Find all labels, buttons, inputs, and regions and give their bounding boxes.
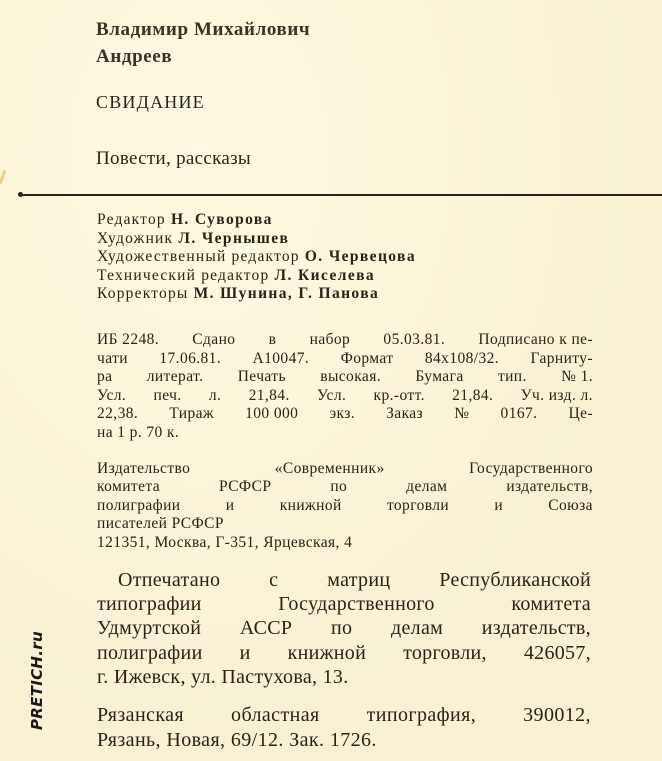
word: кр.-отт. bbox=[373, 386, 425, 404]
word: А10047. bbox=[252, 349, 310, 367]
word: литерат. bbox=[146, 368, 204, 386]
word: по bbox=[331, 617, 353, 640]
credit-role: Корректоры bbox=[97, 285, 189, 303]
word: «Современник» bbox=[274, 460, 385, 477]
publisher-block bbox=[97, 460, 593, 552]
horizontal-rule bbox=[20, 194, 662, 196]
word: Заказ bbox=[386, 405, 424, 423]
word: делам bbox=[406, 478, 448, 496]
word: Уч. изд. л. bbox=[520, 386, 593, 404]
word: 22,38. bbox=[97, 405, 139, 423]
word: 0167. bbox=[500, 405, 538, 423]
word: торговли bbox=[386, 496, 450, 514]
credit-line bbox=[97, 267, 416, 286]
word: АССР bbox=[239, 617, 293, 640]
credit-role: Редактор bbox=[97, 211, 166, 228]
text-line bbox=[97, 368, 593, 387]
book-title: СВИДАНИЕ bbox=[96, 92, 205, 112]
text-line bbox=[97, 460, 593, 478]
word: областная bbox=[231, 704, 320, 726]
author-first-name: Владимир Михайлович bbox=[96, 19, 311, 40]
word: Тираж bbox=[169, 405, 214, 423]
text-line bbox=[97, 515, 593, 533]
word: 21,84. bbox=[452, 386, 494, 404]
word: печ. bbox=[153, 386, 182, 404]
credit-line bbox=[97, 285, 416, 304]
word: Рязанская bbox=[97, 704, 185, 726]
word: № 1. bbox=[561, 368, 593, 386]
credit-line bbox=[97, 230, 416, 249]
credit-name: Н. Суворова bbox=[170, 211, 273, 228]
credit-name: О. Червецова bbox=[304, 248, 416, 266]
word: писателей РСФСР bbox=[97, 515, 224, 533]
word: Союза bbox=[548, 496, 593, 514]
word: Государственного bbox=[278, 593, 435, 616]
word: торговли, bbox=[403, 641, 487, 664]
word: Усл. bbox=[317, 386, 347, 404]
text-line bbox=[97, 703, 591, 728]
text-line bbox=[97, 478, 593, 496]
credits-block bbox=[97, 211, 416, 304]
word: и bbox=[239, 641, 251, 664]
word: чати bbox=[97, 349, 128, 367]
book-genre: Повести, рассказы bbox=[96, 148, 251, 169]
word: издательств, bbox=[506, 478, 593, 496]
word: 05.03.81. bbox=[383, 331, 446, 348]
printer-block bbox=[97, 568, 591, 689]
text-line bbox=[97, 350, 593, 369]
word: по bbox=[330, 478, 348, 496]
word: типография, bbox=[366, 704, 477, 726]
credit-name: М. Шунина, Г. Панова bbox=[193, 285, 380, 303]
word: Сдано bbox=[192, 331, 236, 348]
imprint-block bbox=[97, 331, 593, 443]
word: с bbox=[269, 569, 279, 591]
text-line bbox=[97, 424, 593, 443]
word: типографии bbox=[97, 593, 202, 616]
watermark: PRETICH.ru bbox=[28, 631, 46, 730]
text-line bbox=[97, 497, 593, 515]
word: Удмуртской bbox=[97, 617, 202, 640]
text-line bbox=[97, 592, 591, 616]
word: Отпечатано bbox=[118, 569, 221, 591]
credit-line bbox=[97, 211, 416, 230]
credit-role: Технический редактор bbox=[97, 266, 270, 284]
text-line bbox=[97, 616, 591, 640]
word: полиграфии bbox=[97, 496, 181, 514]
word: Республиканской bbox=[439, 569, 591, 591]
text-line bbox=[97, 331, 593, 350]
author-last-name: Андреев bbox=[96, 46, 173, 67]
credit-name: Л. Чернышев bbox=[178, 229, 290, 247]
text-line bbox=[97, 568, 591, 592]
word: делам bbox=[391, 617, 444, 640]
word: Гарниту- bbox=[530, 349, 593, 367]
word: 426057, bbox=[523, 641, 591, 664]
credit-line bbox=[97, 248, 416, 267]
word: полиграфии bbox=[97, 641, 203, 664]
word: Подписано к пе- bbox=[478, 331, 593, 348]
word: РСФСР bbox=[218, 478, 272, 496]
word: 390012, bbox=[523, 704, 591, 726]
word: г. Ижевск, ул. Пастухова, 13. bbox=[97, 665, 349, 688]
word: Издательство bbox=[97, 460, 191, 477]
word: матриц bbox=[327, 569, 391, 591]
word: и bbox=[225, 496, 235, 514]
word: ИБ 2248. bbox=[97, 331, 160, 348]
text-line bbox=[97, 641, 591, 665]
text-line bbox=[97, 534, 593, 552]
text-line bbox=[97, 665, 591, 689]
word: Це- bbox=[568, 405, 593, 423]
word: Бумага bbox=[415, 368, 464, 386]
word: 84x108/32. bbox=[424, 349, 500, 367]
word: 100 000 bbox=[245, 405, 299, 423]
word: Формат bbox=[340, 349, 394, 367]
word: Рязань, Новая, 69/12. Зак. 1726. bbox=[97, 729, 377, 751]
text-line bbox=[97, 405, 593, 424]
word: издательств, bbox=[481, 617, 591, 640]
word: и bbox=[494, 496, 504, 514]
word: высокая. bbox=[320, 368, 381, 386]
text-line bbox=[97, 387, 593, 406]
word: на 1 р. 70 к. bbox=[97, 423, 180, 441]
paper-stain bbox=[0, 170, 6, 184]
credit-name: Л. Киселева bbox=[274, 266, 376, 284]
word: комитета bbox=[97, 478, 160, 496]
credit-role: Художник bbox=[97, 229, 174, 247]
word: в bbox=[268, 331, 277, 348]
word: л. bbox=[208, 386, 222, 404]
word: 21,84. bbox=[248, 386, 290, 404]
word: комитета bbox=[511, 593, 591, 616]
word: № bbox=[454, 405, 470, 423]
word: Усл. bbox=[97, 386, 127, 404]
text-line bbox=[97, 728, 591, 753]
word: книжной bbox=[279, 496, 342, 514]
credit-role: Художественный редактор bbox=[97, 248, 300, 266]
word: 121351, Москва, Г-351, Ярцевская, 4 bbox=[97, 533, 353, 551]
word: набор bbox=[309, 331, 351, 348]
word: ра bbox=[97, 368, 113, 386]
ryazan-printer-block bbox=[97, 703, 591, 753]
word: Печать bbox=[237, 368, 286, 386]
word: тип. bbox=[497, 368, 527, 386]
word: Государственного bbox=[469, 460, 593, 477]
word: 17.06.81. bbox=[159, 349, 222, 367]
word: экз. bbox=[329, 405, 356, 423]
word: книжной bbox=[287, 641, 367, 664]
